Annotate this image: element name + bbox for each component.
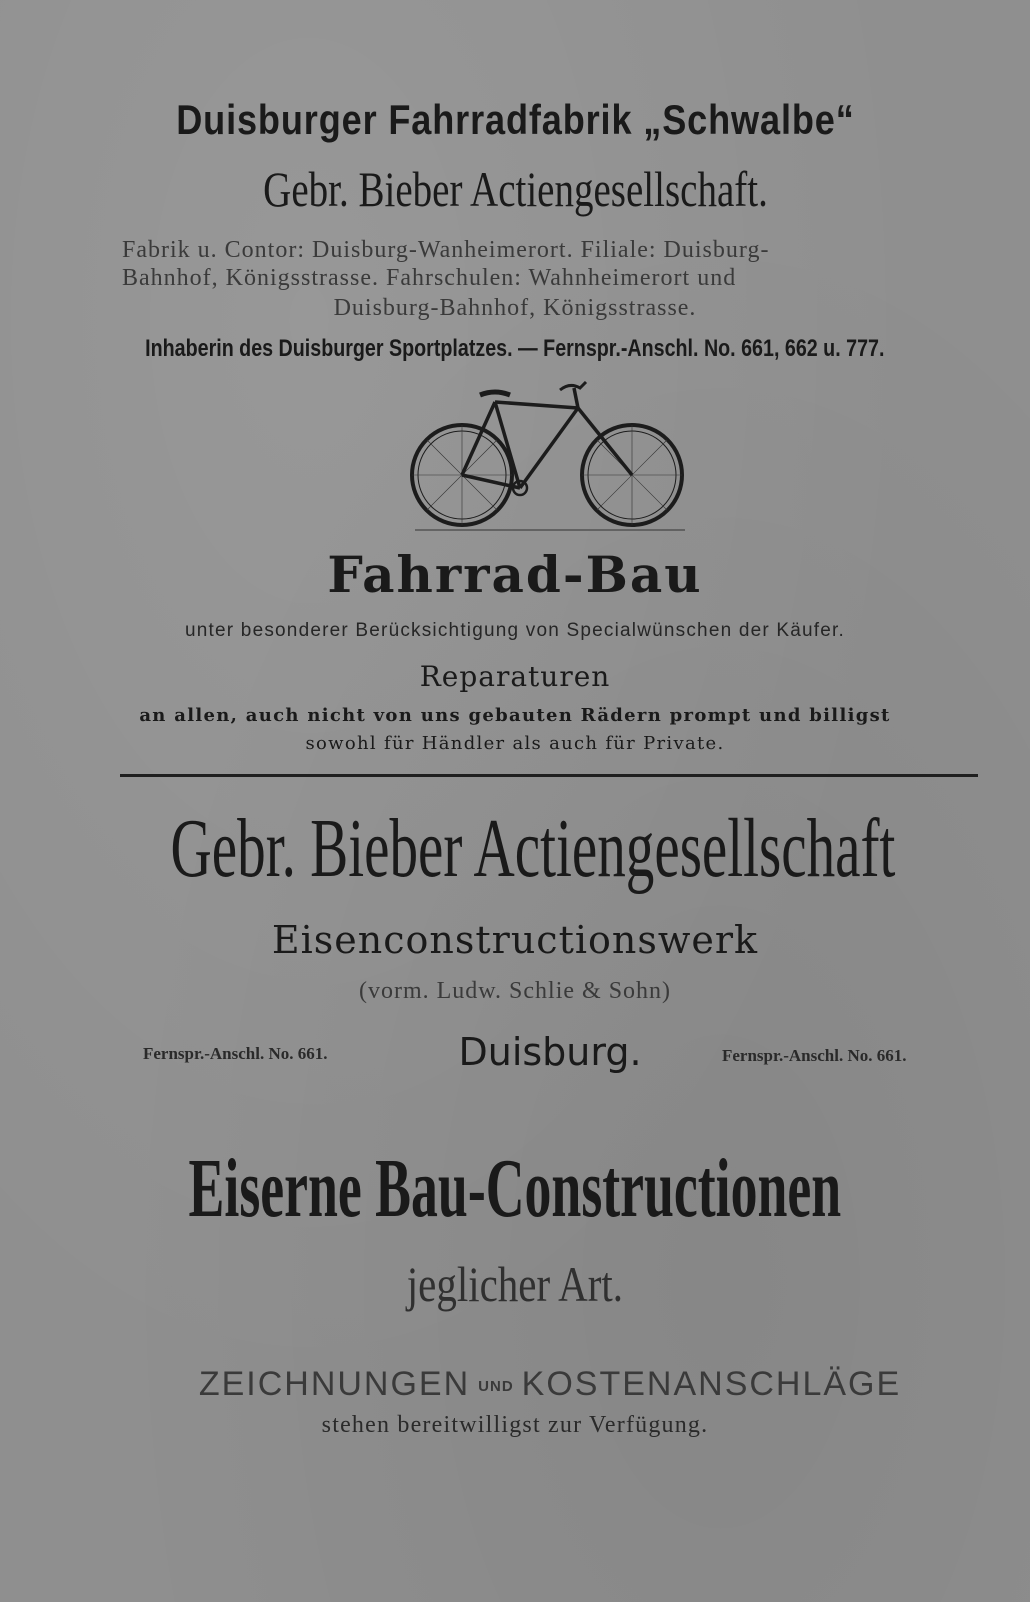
owner-line: Inhaberin des Duisburger Sportplatzes. — Fernspr.-Anschl. No. 661, 662 u. 777. bbox=[145, 335, 885, 362]
ad-title: Duisburger Fahrradfabrik „Schwalbe“ bbox=[175, 96, 855, 143]
estimates-word: KOSTENANSCHLÄGE bbox=[521, 1365, 902, 1403]
drawings-line bbox=[120, 1365, 980, 1404]
headline: Eiserne Bau-Constructionen bbox=[188, 1142, 842, 1235]
repair-heading: Reparaturen bbox=[419, 660, 611, 693]
repair-line-2: sowohl für Händler als auch für Private. bbox=[305, 733, 725, 754]
city-name: Duisburg. bbox=[458, 1030, 642, 1074]
divider bbox=[120, 774, 978, 777]
former-name: (vorm. Ludw. Schlie & Sohn) bbox=[358, 978, 672, 1004]
product-subtitle: unter besonderer Berücksichtigung von Specialwünschen der Käufer. bbox=[185, 620, 845, 641]
address-line-1: Fabrik u. Contor: Duisburg-Wanheimerort. Filiale: Duisburg- bbox=[122, 237, 770, 263]
address-line-2: Bahnhof, Königsstrasse. Fahrschulen: Wahnheimerort und bbox=[122, 265, 737, 291]
bicycle-icon bbox=[410, 380, 690, 540]
und-word: UND bbox=[478, 1377, 514, 1395]
phone-left: Fernspr.-Anschl. No. 661. bbox=[143, 1044, 328, 1063]
headline-subtitle: jeglicher Art. bbox=[406, 1256, 624, 1312]
division-name: Eisenconstructionswerk bbox=[271, 918, 759, 962]
drawings-word: ZEICHNUNGEN bbox=[198, 1365, 471, 1403]
company-name-2: Gebr. Bieber Actiengesellschaft bbox=[170, 802, 896, 895]
phone-right: Fernspr.-Anschl. No. 661. bbox=[722, 1046, 907, 1065]
product-heading: Fahrrad-Bau bbox=[327, 545, 703, 604]
company-name: Gebr. Bieber Actiengesellschaft. bbox=[262, 161, 768, 217]
availability-line: stehen bereitwilligst zur Verfügung. bbox=[321, 1412, 709, 1438]
address-line-3: Duisburg-Bahnhof, Königsstrasse. bbox=[333, 295, 697, 321]
repair-line-1: an allen, auch nicht von uns gebauten Rädern prompt und billigst bbox=[139, 705, 891, 726]
